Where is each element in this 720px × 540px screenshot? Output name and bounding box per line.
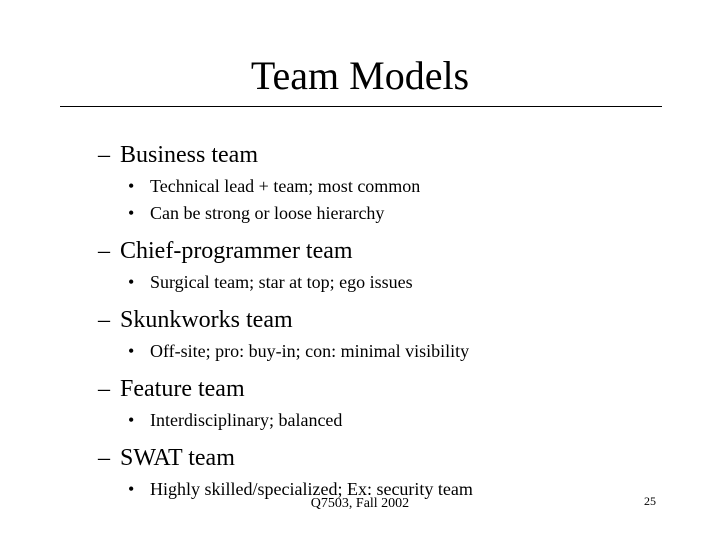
subitem-list [126, 173, 698, 227]
topic-label: Feature team [120, 376, 245, 402]
page-number: 25 [644, 494, 656, 508]
topic-label: Chief-programmer team [120, 238, 353, 264]
subitem-text: Interdisciplinary; balanced [150, 410, 343, 430]
bullet-marker: • [128, 203, 135, 223]
topic-chief-programmer-team [98, 236, 698, 266]
subitem [126, 200, 698, 227]
bullet-marker: • [128, 272, 135, 292]
topic-label: Skunkworks team [120, 307, 293, 333]
slide-title: Team Models [250, 53, 470, 98]
bullet-marker: • [128, 479, 135, 499]
dash-marker: – [98, 307, 110, 333]
subitem-text: Surgical team; star at top; ego issues [150, 272, 413, 292]
subitem-text: Highly skilled/specialized; Ex: security team [150, 479, 473, 499]
subitem [126, 269, 698, 296]
topic-swat-team [98, 443, 698, 473]
subitem-list [126, 407, 698, 434]
subitem [126, 173, 698, 200]
subitem-list [126, 338, 698, 365]
bullet-marker: • [128, 176, 135, 196]
bullet-marker: • [128, 341, 135, 361]
subitem-text: Off-site; pro: buy-in; con: minimal visibility [150, 341, 470, 361]
subitem-list [126, 269, 698, 296]
subitem-text: Can be strong or loose hierarchy [150, 203, 385, 223]
subitem-text: Technical lead + team; most common [150, 176, 421, 196]
topic-label: SWAT team [120, 445, 235, 471]
bullet-list [98, 140, 698, 512]
topic-skunkworks-team [98, 305, 698, 335]
topic-business-team [98, 140, 698, 170]
title-divider [60, 106, 662, 107]
dash-marker: – [98, 142, 110, 168]
dash-marker: – [98, 238, 110, 264]
dash-marker: – [98, 376, 110, 402]
topic-label: Business team [120, 142, 258, 168]
dash-marker: – [98, 445, 110, 471]
topic-feature-team [98, 374, 698, 404]
subitem [126, 407, 698, 434]
footer-course-label: Q7503, Fall 2002 [310, 496, 410, 511]
subitem [126, 338, 698, 365]
bullet-marker: • [128, 410, 135, 430]
